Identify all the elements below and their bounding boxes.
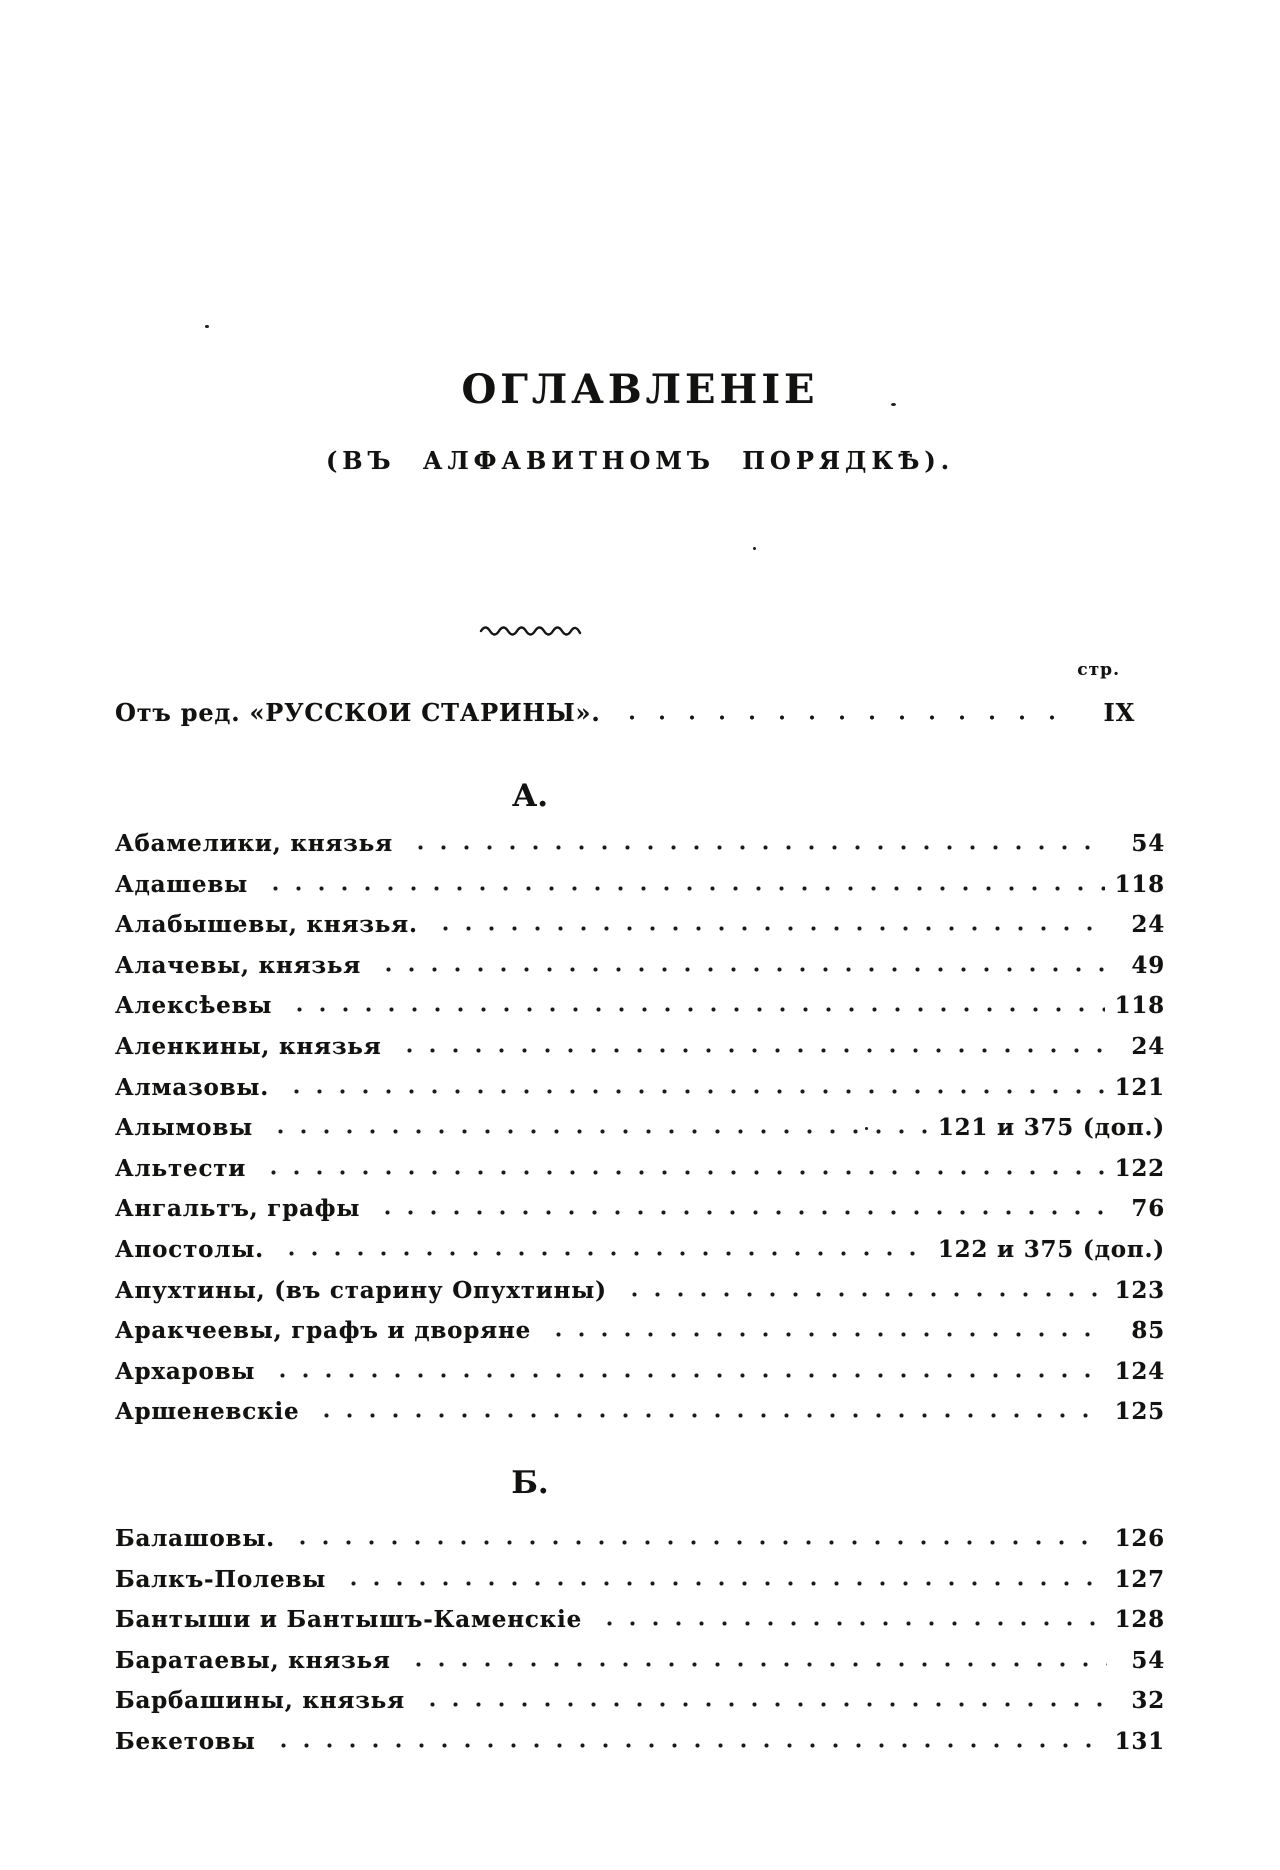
table-row [115, 871, 1165, 912]
dot-leader [421, 1701, 1107, 1708]
table-row [115, 1195, 1165, 1236]
table-row [115, 1277, 1165, 1318]
entry-page: 32 [1131, 1687, 1165, 1715]
table-row [115, 952, 1165, 993]
dot-leader [407, 1661, 1107, 1668]
entry-page: 49 [1131, 951, 1165, 979]
table-row [115, 1358, 1165, 1399]
scan-speck [865, 1127, 868, 1130]
entry-name: Алабышевы, князья. [115, 911, 418, 939]
entry-page: 54 [1131, 830, 1165, 857]
page-title: ОГЛАВЛЕНІЕ [461, 366, 819, 413]
entry-page: 121 и 375 (доп.) [937, 1114, 1165, 1142]
entry-name: Баратаевы, князья [115, 1646, 391, 1674]
entry-page: 24 [1131, 1032, 1165, 1060]
table-row [115, 1033, 1165, 1074]
toc-sections [115, 778, 1165, 1768]
toc-section [115, 1465, 1165, 1769]
entry-page: 24 [1131, 911, 1165, 939]
dot-leader [376, 1209, 1107, 1216]
entry-name: Балкъ-Полевы [115, 1565, 327, 1593]
entry-page: 127 [1114, 1565, 1165, 1593]
entry-name: Альтести [115, 1154, 247, 1182]
entry-name: Алачевы, князья [115, 951, 362, 979]
entry-page: 123 [1114, 1276, 1165, 1304]
table-row [115, 1647, 1165, 1688]
front-matter-page: IX [1103, 698, 1135, 727]
entry-page: 124 [1114, 1357, 1165, 1385]
entry-name: Алмазовы. [115, 1073, 270, 1101]
table-row [115, 1606, 1165, 1647]
dot-leader [285, 1088, 1104, 1095]
entry-page: 54 [1131, 1646, 1165, 1674]
entry-page: 128 [1114, 1606, 1165, 1634]
section-rows [115, 1525, 1165, 1769]
section-letter: Б. [511, 1464, 549, 1501]
dot-leader [272, 1742, 1105, 1749]
entry-page: 76 [1131, 1195, 1165, 1223]
dot-leader [291, 1539, 1105, 1546]
entry-name: Аленкины, князья [115, 1032, 382, 1060]
entry-name: Ангальтъ, графы [115, 1195, 361, 1223]
section-rows [115, 830, 1165, 1439]
entry-page: 125 [1114, 1398, 1165, 1426]
entry-page: 121 [1114, 1073, 1165, 1101]
table-row [115, 1236, 1165, 1277]
dot-leader [409, 844, 1107, 851]
table-row [115, 911, 1165, 952]
entry-page: 85 [1131, 1317, 1165, 1345]
table-row [115, 1728, 1165, 1769]
dot-leader [262, 1169, 1104, 1176]
table-row [115, 1566, 1165, 1607]
entry-page: 131 [1114, 1727, 1165, 1755]
entry-name: Барбашины, князья [115, 1687, 405, 1715]
entry-name: Бантыши и Бантышъ-Каменскіе [115, 1606, 583, 1634]
front-matter-label: Отъ ред. «РУССКОИ СТАРИНЫ». [115, 698, 601, 727]
scan-speck [205, 325, 209, 328]
entry-page: 122 и 375 (доп.) [937, 1235, 1165, 1263]
table-row [115, 1525, 1165, 1566]
table-row [115, 1317, 1165, 1358]
dot-leader [598, 1620, 1105, 1627]
section-letter: А. [511, 778, 549, 814]
dot-leader [617, 714, 1078, 721]
entry-name: Архаровы [115, 1357, 256, 1385]
dot-leader [264, 885, 1105, 892]
entry-name: Адашевы [115, 870, 248, 898]
entry-name: Аршеневскіе [115, 1398, 300, 1426]
dot-leader [377, 966, 1107, 973]
table-row [115, 1687, 1165, 1728]
page-subtitle: (ВЪ АЛФАВИТНОМЪ ПОРЯДКѢ). [325, 446, 955, 475]
dot-leader [547, 1331, 1107, 1338]
table-row [115, 830, 1165, 871]
dot-leader [315, 1412, 1104, 1419]
dot-leader [271, 1372, 1104, 1379]
dot-leader [398, 1047, 1107, 1054]
entry-name: Апостолы. [115, 1235, 264, 1263]
table-row [115, 1074, 1165, 1115]
table-row [115, 992, 1165, 1033]
entry-name: Бекетовы [115, 1727, 256, 1755]
entry-name: Балашовы. [115, 1524, 275, 1552]
table-row [115, 1114, 1165, 1155]
front-matter-row [115, 698, 1165, 734]
scan-speck [753, 547, 756, 550]
entry-name: Аракчеевы, графъ и дворяне [115, 1317, 532, 1345]
entry-name: Апухтины, (въ старину Опухтины) [115, 1276, 607, 1304]
dot-leader [434, 925, 1107, 932]
entry-page: 118 [1114, 870, 1165, 898]
toc-section [115, 778, 1165, 1439]
entry-page: 126 [1114, 1524, 1165, 1552]
table-row [115, 1398, 1165, 1439]
entry-page: 122 [1114, 1154, 1165, 1182]
entry-name: Алексѣевы [115, 992, 273, 1020]
page-column-header: стр. [1077, 660, 1120, 680]
dot-leader [288, 1006, 1104, 1013]
entry-name: Абамелики, князья [115, 830, 393, 857]
scan-speck [891, 403, 896, 406]
dot-leader [342, 1580, 1104, 1587]
dot-leader [269, 1128, 928, 1135]
entry-name: Алымовы [115, 1114, 253, 1142]
dot-leader [280, 1250, 928, 1257]
table-row [115, 1155, 1165, 1196]
dot-leader [623, 1291, 1105, 1298]
entry-page: 118 [1114, 992, 1165, 1020]
